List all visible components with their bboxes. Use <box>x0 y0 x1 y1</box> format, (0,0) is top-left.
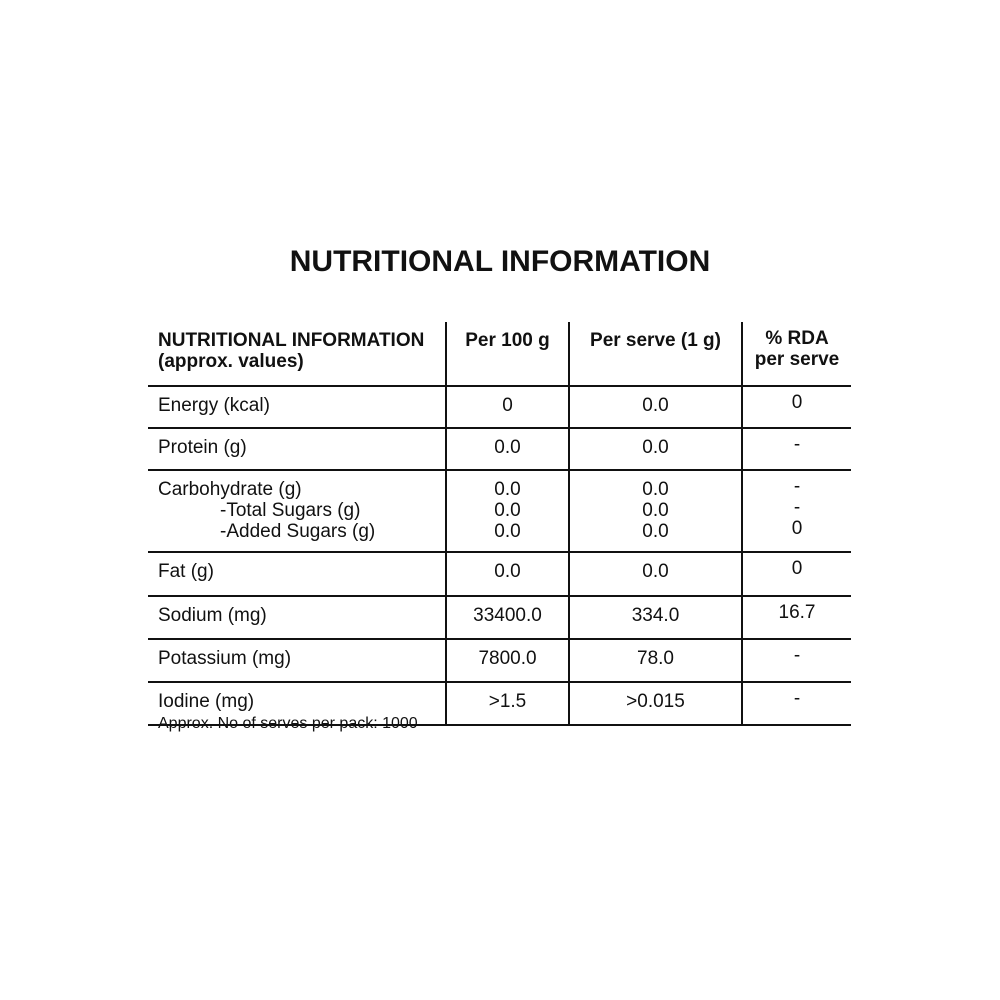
row-per-serve: >0.015 <box>568 683 741 724</box>
header-rda: % RDA per serve <box>741 322 851 385</box>
row-per-serve: 334.0 <box>568 597 741 638</box>
row-label: Energy (kcal) <box>158 395 270 416</box>
table-row <box>148 553 851 597</box>
table-row <box>148 471 851 553</box>
row-rda: - <box>741 683 851 724</box>
row-per-serve: 78.0 <box>568 640 741 681</box>
row-per100: 33400.0 <box>445 597 568 638</box>
header-nutritional-information: NUTRITIONAL INFORMATION (approx. values) <box>158 330 425 372</box>
row-rda: 0 <box>741 553 851 595</box>
table-row <box>148 429 851 471</box>
row-per-serve: 0.0 <box>568 553 741 595</box>
row-rda: 0 <box>741 387 851 427</box>
sub-row-label: -Added Sugars (g) <box>220 521 376 542</box>
page-title: NUTRITIONAL INFORMATION <box>289 245 711 278</box>
row-per100: 0 <box>445 387 568 427</box>
table-header-row <box>148 322 851 387</box>
table-row <box>148 597 851 640</box>
sub-row-label: -Total Sugars (g) <box>220 500 361 521</box>
row-per100: 7800.0 <box>445 640 568 681</box>
row-label: Iodine (mg) <box>158 691 255 712</box>
row-rda: - <box>741 429 851 469</box>
row-per100: 0.0 <box>445 553 568 595</box>
table-row <box>148 387 851 429</box>
table-row <box>148 640 851 683</box>
row-per-serve: 0.0 <box>568 429 741 469</box>
row-per100: 0.0 <box>445 429 568 469</box>
row-per100: >1.5 <box>445 683 568 724</box>
row-rda: 16.7 <box>741 597 851 638</box>
header-per-100g: Per 100 g <box>445 322 568 385</box>
row-label: Carbohydrate (g) -Total Sugars (g) -Added Sugars (g) <box>148 471 445 551</box>
row-per-serve: 0.0 <box>568 387 741 427</box>
row-label: Protein (g) <box>158 437 247 458</box>
row-per100: 0.0 0.0 0.0 <box>445 471 568 551</box>
header-per-serve: Per serve (1 g) <box>568 322 741 385</box>
row-rda: - - 0 <box>741 471 851 551</box>
nutrition-table <box>148 322 851 726</box>
row-label: Potassium (mg) <box>158 648 292 669</box>
serves-per-pack-note: Approx. No of serves per pack: 1000 <box>158 715 418 732</box>
row-rda: - <box>741 640 851 681</box>
row-label: Fat (g) <box>158 561 214 582</box>
row-label: Sodium (mg) <box>158 605 267 626</box>
row-per-serve: 0.0 0.0 0.0 <box>568 471 741 551</box>
